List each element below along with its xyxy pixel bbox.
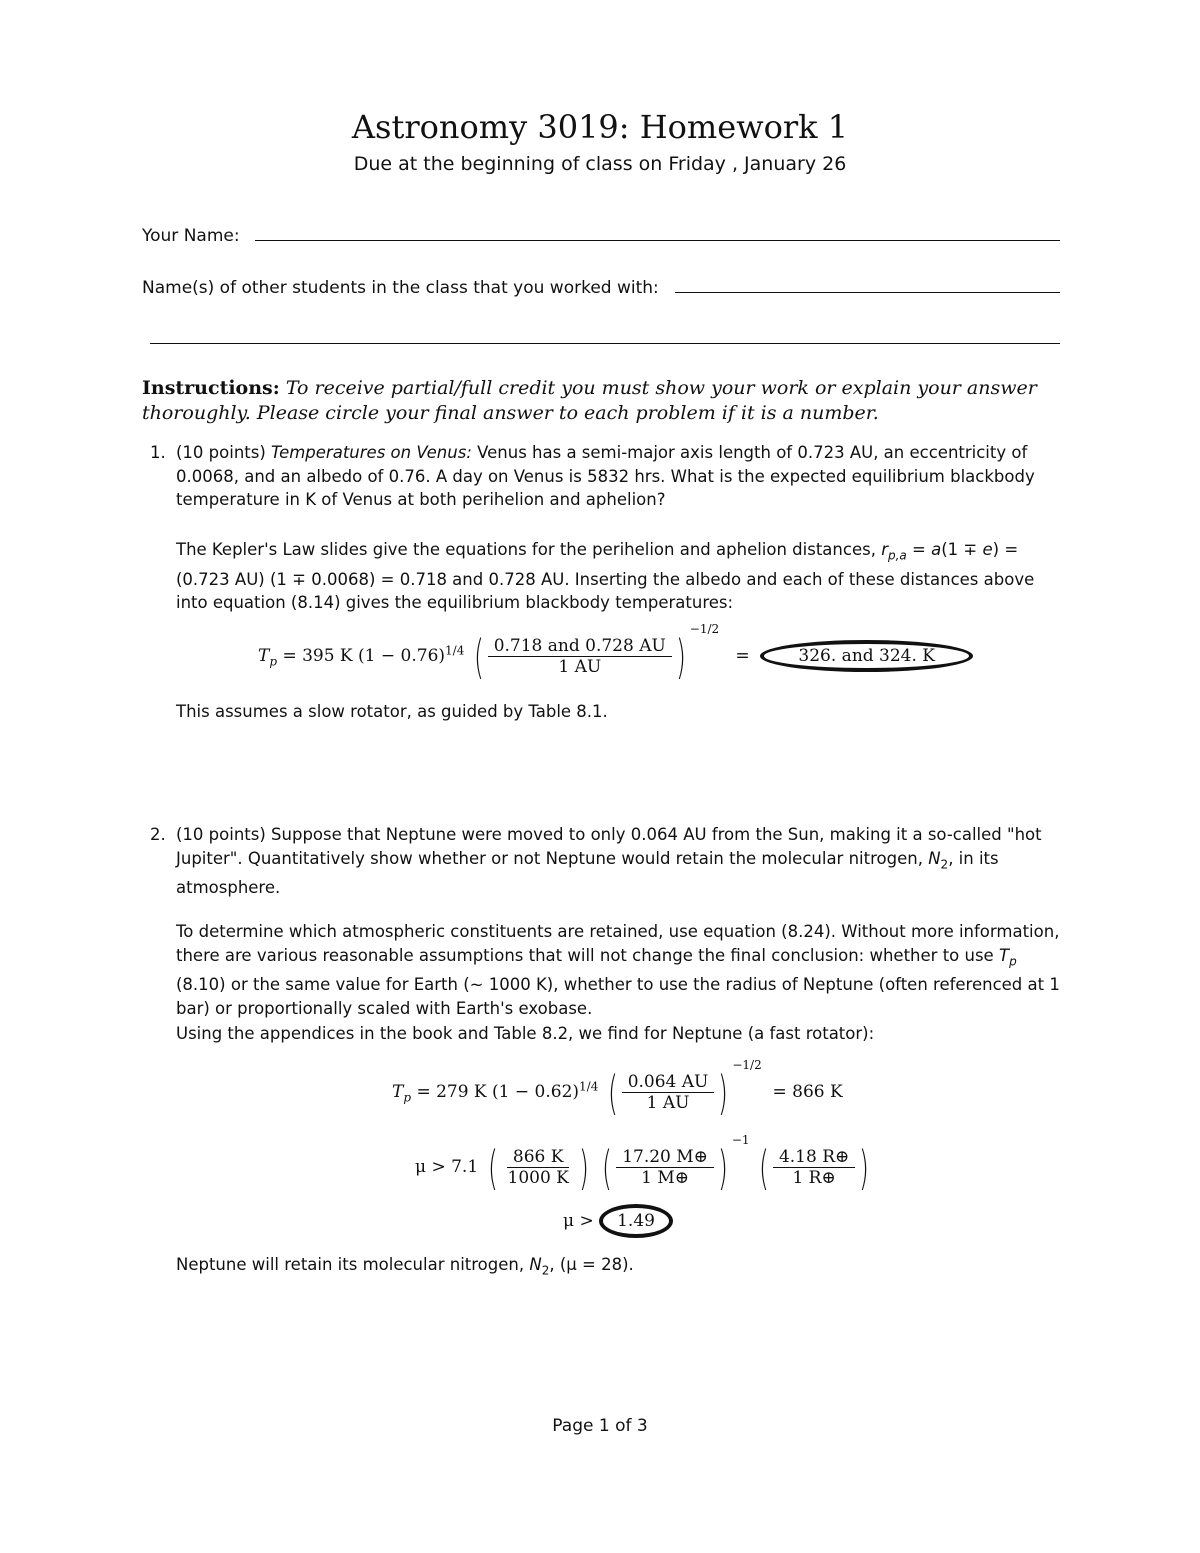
- problem-2-answer: To determine which atmospheric constituents are retained, use equation (8.24). Without more information, there are various reasonable assumptions that will not change the final conclusion: whether to use $T_p$ (8.10) or the same value for Earth (∼ 1000 K), whether to use the radius of Neptune (often referenced at 1 bar) or proportionally scaled with Earth's exobase.: [176, 922, 1060, 1018]
- your-name-label: Your Name:: [142, 226, 240, 246]
- problem-2-number: 2.: [150, 825, 166, 844]
- problem-2-question-a: Suppose that Neptune were moved to only 0.064 AU from the Sun, making it a so-called "hot Jupiter". Quantitatively show whether or not Neptune would retain the molecular nitrogen,: [176, 825, 1042, 868]
- problem-2-eq1-result: = 866 K: [772, 1082, 843, 1102]
- problem-1-text: Venus has a semi-major axis length of 0.723 AU, an eccentricity of 0.0068, and an albedo of 0.76. A day on Venus is 5832 hrs. What is the expected equilibrium blackbody temperature in K of Venus at both perihelion and aphelion?: [176, 443, 1035, 509]
- problem-1-points: (10 points): [176, 443, 266, 462]
- problem-2-conclusion-a: Neptune will retain its molecular nitrogen,: [176, 1255, 525, 1274]
- problem-1-note: This assumes a slow rotator, as guided by Table 8.1.: [176, 702, 608, 721]
- problem-2-equation-1: $T_p = 279$ K $(1 - 0.62)^{1/4}$ ( $\frac{0.064 AU}{1 AU}$ )$^{-1/2}$ = 866 K: [392, 1058, 843, 1120]
- problem-2-answer-a: To determine which atmospheric constituents are retained, use equation (8.24). Without more information, there are various reasonable assumptions that will not change the final conclusion: whether to use: [176, 922, 1060, 965]
- problem-1-fraction: $\frac{\text{0.718 and 0.728 AU}}{1 AU}$: [488, 636, 672, 677]
- problem-2-answer-b: (8.10) or the same value for Earth (∼ 1000 K), whether to use the radius of Neptune (often referenced at 1 bar) or proportionally scaled with Earth's exobase.: [176, 975, 1060, 1018]
- instructions-heading: Instructions:: [142, 377, 280, 399]
- problem-2-result: 1.49: [599, 1204, 673, 1238]
- page-title: Astronomy 3019: Homework 1: [351, 108, 849, 146]
- problem-2-eq2-frac3: $\frac{4.18 R\oplus}{1 R\oplus}$: [773, 1147, 855, 1188]
- problem-1-eq-quarter: 1/4: [445, 643, 465, 658]
- other-students-line[interactable]: [675, 292, 1060, 293]
- problem-1-answer-b: (0.723 AU) (1 ∓ 0.0068) = 0.718 and 0.728 AU. Inserting the albedo and each of these distances above into equation (8.14) gives the equilibrium blackbody temperatures:: [176, 569, 1035, 613]
- problem-1-number: 1.: [150, 443, 166, 462]
- other-students-label: Name(s) of other students in the class that you worked with:: [142, 278, 659, 298]
- problem-1-eq-lhs: = 395 K (1 − 0.76): [282, 646, 446, 666]
- other-students-line-2[interactable]: [150, 343, 1060, 344]
- problem-1-answer: The Kepler's Law slides give the equations for the perihelion and aphelion distances, $r_{p,a} = a(1 \mp e) = (0.723$ AU) (1 ∓ 0.0068) = 0.718 and 0.728 AU. Inserting the albedo and each of these distances above into equation (8.14) gives the equilibrium blackbody temperatures:: [176, 540, 1035, 613]
- problem-2-eq1-lhs: = 279 K (1 − 0.62): [416, 1082, 580, 1102]
- problem-2-equation-2: μ > 7.1 ( $\frac{866 K}{1000 K}$ ) ( $\frac{17.20 M\oplus}{1 M\oplus}$ )$^{-1}$ ( $\frac{4.18 R\oplus}{1 R\oplus}$ ): [415, 1133, 870, 1195]
- problem-2-eq2-lhs: μ > 7.1: [415, 1157, 479, 1177]
- problem-2-conclusion: Neptune will retain its molecular nitrogen, $N_2$, (μ = 28).: [176, 1255, 634, 1278]
- problem-1-equation: $T_p = 395$ K $(1 - 0.76)^{1/4}$ ( $\frac{\text{0.718 and 0.728 AU}}{1 AU}$ )$^{-1/2}$ = 326. and 324. K: [258, 622, 973, 680]
- problem-2-points: (10 points): [176, 825, 266, 844]
- your-name-line[interactable]: [255, 240, 1060, 241]
- page-number: Page 1 of 3: [552, 1416, 648, 1436]
- problem-1-question: [176, 441, 1062, 512]
- instructions: [142, 376, 1062, 426]
- problem-1-answer-a: The Kepler's Law slides give the equations for the perihelion and aphelion distances,: [176, 540, 876, 559]
- problem-2-eq1-fraction: $\frac{0.064 AU}{1 AU}$: [622, 1072, 715, 1113]
- problem-1-eq-exp: −1/2: [689, 622, 720, 636]
- problem-1-result: 326. and 324. K: [760, 640, 973, 672]
- problem-2-answer-c: Using the appendices in the book and Table 8.2, we find for Neptune (a fast rotator):: [176, 1024, 875, 1043]
- problem-2-equation-3: [563, 1204, 673, 1238]
- problem-2-question-b: , in its atmosphere.: [176, 848, 999, 898]
- due-date: Due at the beginning of class on Friday , January 26: [353, 153, 847, 175]
- problem-2-eq2-frac1: $\frac{866 K}{1000 K}$: [507, 1147, 569, 1188]
- problem-1-topic: Temperatures on Venus:: [271, 443, 472, 462]
- problem-2-question: (10 points) Suppose that Neptune were moved to only 0.064 AU from the Sun, making it a so-called "hot Jupiter". Quantitatively show whether or not Neptune would retain the molecular nitrogen, $N_2$, in its atmosphere.: [176, 825, 1042, 898]
- problem-2-eq2-frac2: $\frac{17.20 M\oplus}{1 M\oplus}$: [616, 1147, 714, 1188]
- instructions-text: To receive partial/full credit you must show your work or explain your answer thoroughly. Please circle your final answer to each problem if it is a number.: [142, 377, 1037, 424]
- problem-2-eq3-lhs: μ >: [563, 1211, 594, 1231]
- problem-2-conclusion-b: , (μ = 28).: [549, 1255, 634, 1274]
